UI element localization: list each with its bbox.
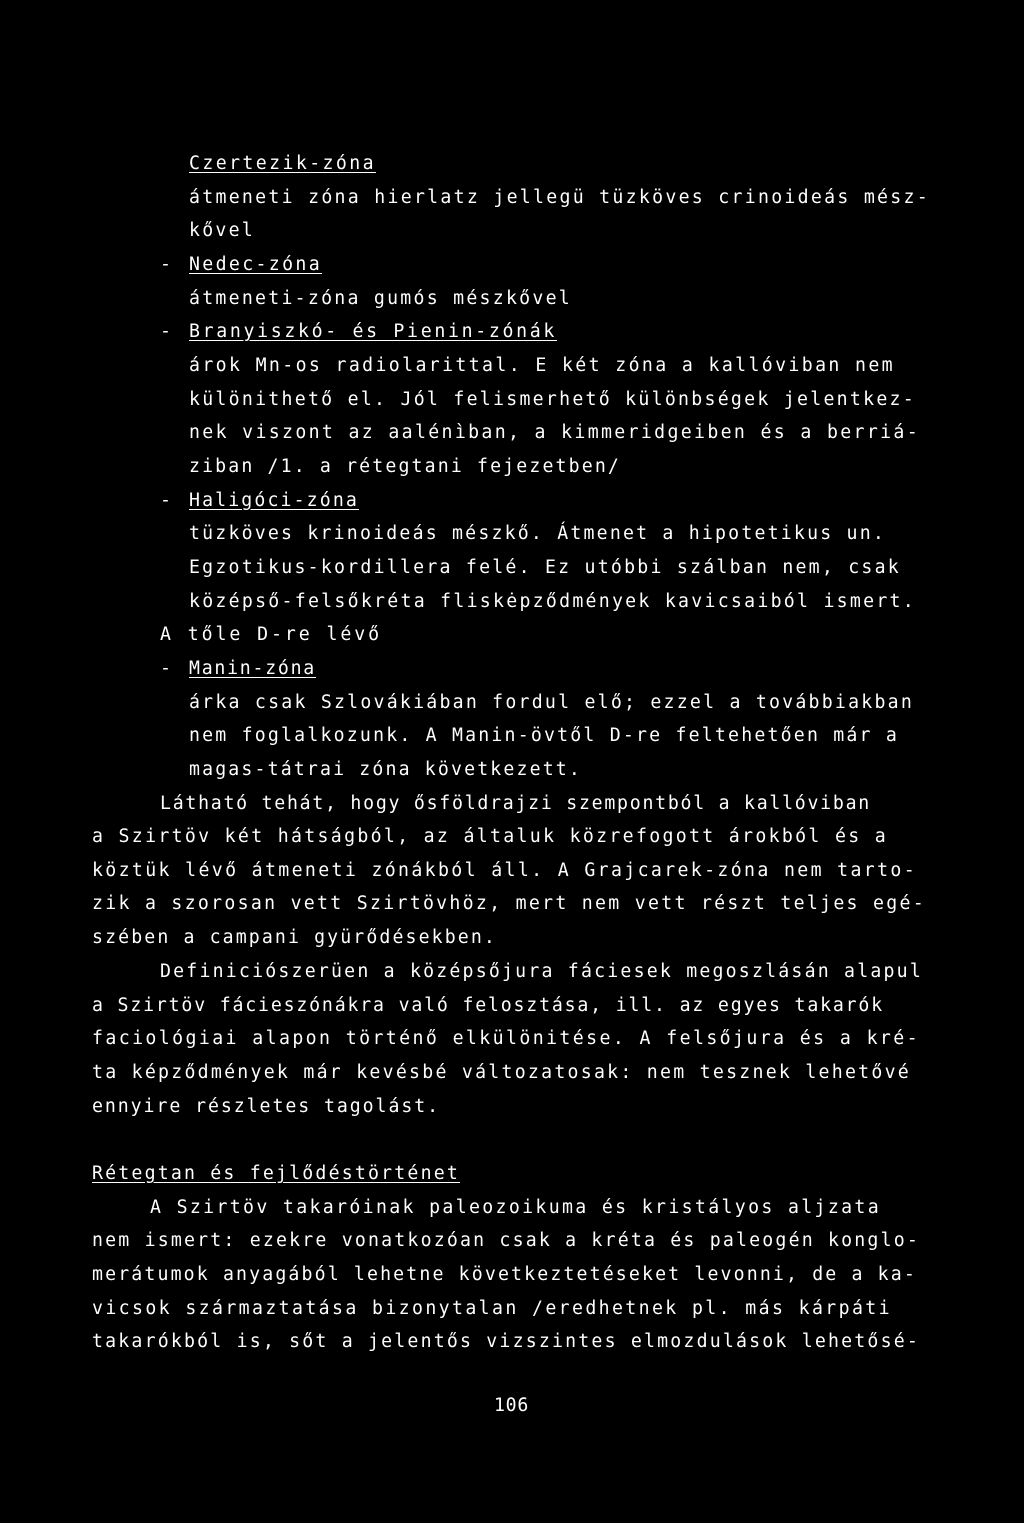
text-line: nek viszont az aalénìban, a kimmeridgeiben és a berriá- — [189, 422, 920, 443]
zone-heading-czertezik: Czertezik-zóna — [189, 153, 376, 174]
zone-heading-nedec: Nedec-zóna — [189, 254, 322, 275]
list-dash: - — [160, 490, 182, 511]
text-line: köztük lévő átmeneti zónákból áll. A Grajcarek-zóna nem tarto- — [92, 860, 918, 881]
text-line: zik a szorosan vett Szirtövhöz, mert nem vett részt teljes egé- — [92, 893, 926, 914]
list-dash: - — [160, 254, 182, 275]
zone-heading-haligoci: Haligóci-zóna — [189, 490, 359, 511]
text-line: Egzotikus-kordillera felé. Ez utóbbi szálban nem, csak — [189, 557, 901, 578]
text-line: kővel — [189, 220, 255, 241]
text-line: középső-felsőkréta fliskėpződmények kavicsaiból ismert. — [189, 591, 916, 612]
text-line: A tőle D-re lévő — [160, 624, 382, 645]
text-line: átmeneti-zóna gumós mészkővel — [189, 288, 572, 309]
text-line: árok Mn-os radiolarittal. E két zóna a kallóviban nem — [189, 355, 896, 376]
text-line: vicsok származtatása bizonytalan /eredhetnek pl. más kárpáti — [92, 1298, 892, 1319]
section-heading: Rétegtan és fejlődéstörténet — [92, 1163, 460, 1184]
text-line: különithető el. Jól felismerhető különbségek jelentkez- — [189, 389, 916, 410]
text-line: nem foglalkozunk. A Manin-övtől D-re feltehetően már a — [189, 725, 899, 746]
list-dash: - — [160, 658, 182, 679]
text-line: nem ismert: ezekre vonatkozóan csak a kréta és paleogén konglo- — [92, 1230, 920, 1251]
text-line: ziban /1. a rétegtani fejezetben/ — [189, 456, 621, 477]
list-dash: - — [160, 321, 182, 342]
text-line: ennyire részletes tagolást. — [92, 1096, 440, 1117]
text-line: szében a campani gyürődésekben. — [92, 927, 497, 948]
text-line: ta képződmények már kevésbé változatosak: nem tesznek lehetővé — [92, 1062, 912, 1083]
text-line: a Szirtöv két hátságból, az általuk közrefogott árokból és a — [92, 826, 889, 847]
text-line: tüzköves krinoideás mészkő. Átmenet a hipotetikus un. — [189, 523, 886, 544]
text-line: a Szirtöv fácieszónákra való felosztása, ill. az egyes takarók — [92, 995, 884, 1016]
text-line: magas-tátrai zóna következett. — [189, 759, 582, 780]
text-line: árka csak Szlovákiában fordul elő; ezzel a továbbiakban — [189, 692, 914, 713]
paragraph-first-line: Látható tehát, hogy ősföldrajzi szempontból a kallóviban — [160, 793, 871, 814]
zone-heading-manin: Manin-zóna — [189, 658, 316, 679]
text-line: merátumok anyagából lehetne következtetéseket levonni, de a ka- — [92, 1264, 917, 1285]
paragraph-first-line: A Szirtöv takaróinak paleozoikuma és kristályos aljzata — [150, 1197, 881, 1218]
page-number: 106 — [494, 1395, 529, 1416]
zone-heading-branyiszko-pienin: Branyiszkó- és Pienin-zónák — [189, 321, 557, 342]
text-line: átmeneti zóna hierlatz jellegü tüzköves crinoideás mész- — [189, 187, 930, 208]
text-line: takarókból is, sőt a jelentős vizszintes elmozdulások lehetősé- — [92, 1331, 920, 1352]
paragraph-first-line: Definiciószerüen a középsőjura fáciesek megoszlásán alapul — [160, 961, 923, 982]
text-line: faciológiai alapon történő elkülönitése. A felsőjura és a kré- — [92, 1028, 920, 1049]
